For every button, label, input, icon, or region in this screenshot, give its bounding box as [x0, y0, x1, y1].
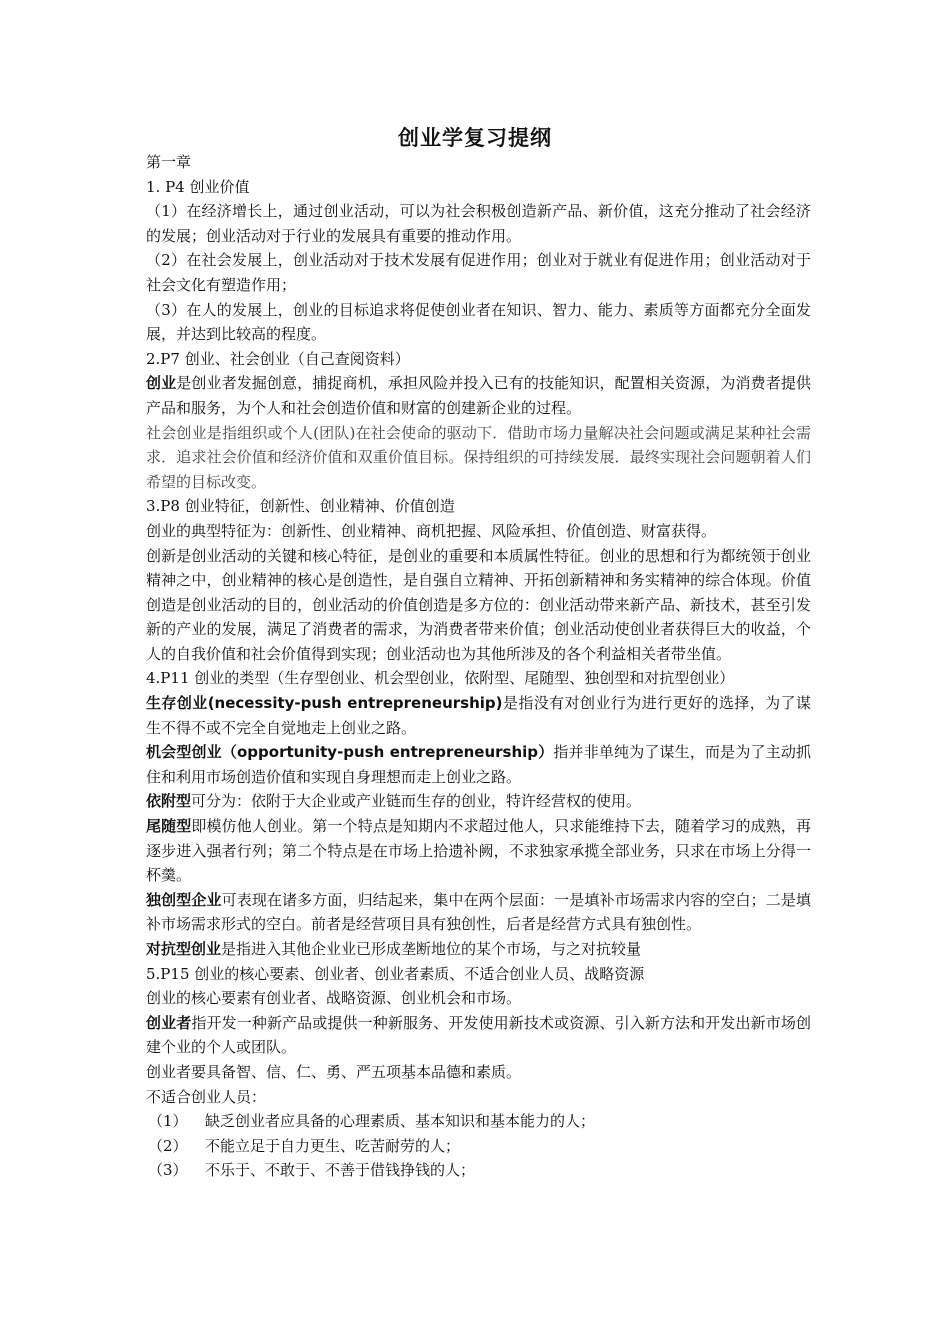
list-item-number: （2）	[148, 1136, 188, 1155]
term: 依附型	[146, 792, 192, 811]
term: 机会型创业（opportunity-push entrepreneurship）	[146, 743, 554, 762]
list-item-text: 不乐于、不敢于、不善于借钱挣钱的人；	[205, 1161, 476, 1180]
term: 创业	[146, 374, 177, 393]
section-4-heading: 4.P11 创业的类型（生存型创业、机会型创业，依附型、尾随型、独创型和对抗型创业）	[146, 669, 735, 688]
definition: 是指进入其他企业业已形成垄断地位的某个市场，与之对抗较量	[221, 940, 642, 958]
term: 对抗型创业	[146, 940, 222, 958]
section-1-heading: 1. P4 创业价值	[146, 177, 250, 196]
definition: 即模仿他人创业。第一个特点是知期内不求超过他人，只求能维持下去，随着学习的成熟，再逐步进入强者行列；第二个特点是在市场上拾遗补阙，不求独家承揽全部业务，只求在市场上分得一杯羹。	[146, 817, 811, 885]
definition-paragraph	[146, 740, 811, 789]
term: 尾随型	[146, 817, 192, 836]
definition: 可表现在诸多方面，归结起来，集中在两个层面：一是填补市场需求内容的空白；二是填补市场需求形式的空白。前者是经营项目具有独创性，后者是经营方式具有独创性。	[146, 890, 811, 934]
paragraph: （3）在人的发展上，创业的目标追求将促使创业者在知识、智力、能力、素质等方面都充分全面发展，并达到比较高的程度。	[146, 300, 811, 344]
paragraph: 社会创业是指组织或个人(团队)在社会使命的驱动下．借助市场力量解决社会问题或满足某种社会需求．追求社会价值和经济价值和双重价值目标。保持组织的可持续发展．最终实现社会问题朝着人们希望的目标改变。	[146, 423, 811, 491]
list-item	[146, 1134, 811, 1159]
list-item-number: （3）	[148, 1161, 188, 1180]
list-item	[146, 1109, 811, 1134]
paragraph: （2）在社会发展上，创业活动对于技术发展有促进作用；创业对于就业有促进作用；创业活动对于社会文化有塑造作用；	[146, 251, 811, 294]
definition-paragraph	[146, 1011, 811, 1060]
term: 生存创业(necessity-push entrepreneurship)	[146, 694, 503, 713]
definition: 指开发一种新产品或提供一种新服务、开发使用新技术或资源、引入新方法和开发出新市场创建个业的个人或团队。	[146, 1013, 811, 1057]
section-5-heading: 5.P15 创业的核心要素、创业者、创业者素质、不适合创业人员、战略资源	[146, 964, 645, 983]
definition-paragraph	[146, 371, 811, 420]
definition: 是创业者发掘创意，捕捉商机，承担风险并投入已有的技能知识，配置相关资源，为消费者提供产品和服务，为个人和社会创造价值和财富的创建新企业的过程。	[146, 374, 811, 417]
definition-paragraph	[146, 814, 811, 888]
paragraph: 创业的核心要素有创业者、战略资源、创业机会和市场。	[146, 989, 522, 1008]
definition: 可分为：依附于大企业或产业链而生存的创业，特许经营权的使用。	[191, 792, 642, 811]
list-item-text: 不能立足于自力更生、吃苦耐劳的人；	[205, 1136, 461, 1155]
definition-paragraph	[146, 691, 811, 740]
definition-paragraph	[146, 937, 811, 962]
list-item-text: 缺乏创业者应具备的心理素质、基本知识和基本能力的人；	[205, 1112, 596, 1131]
term: 独创型企业	[146, 890, 222, 909]
definition: 指并非单纯为了谋生，而是为了主动抓住和利用市场创造价值和实现自身理想而走上创业之路。	[146, 743, 811, 786]
paragraph: 创新是创业活动的关键和核心特征，是创业的重要和本质属性特征。创业的思想和行为都统领于创业精神之中，创业精神的核心是创造性，是自强自立精神、开拓创新精神和务实精神的综合体现。价值创造是创业活动的目的，创业活动的价值创造是多方位的：创业活动带来新产品、新技术，甚至引发新的产业的发展，满足了消费者的需求，为消费者带来价值；创业活动使创业者获得巨大的收益，个人的自我价值和社会价值得到实现；创业活动也为其他所涉及的各个利益相关者带坐值。	[146, 546, 811, 663]
document-title: 创业学复习提纲	[398, 126, 552, 150]
document-body	[146, 150, 811, 1183]
definition: 是指没有对创业行为进行更好的选择，为了谋生不得不或不完全自觉地走上创业之路。	[146, 694, 811, 737]
list-item	[146, 1158, 811, 1183]
paragraph: 创业者要具备智、信、仁、勇、严五项基本品德和素质。	[146, 1062, 522, 1081]
paragraph: 不适合创业人员：	[146, 1087, 267, 1106]
chapter-heading: 第一章	[146, 153, 192, 171]
list-item-number: （1）	[148, 1112, 188, 1131]
definition-paragraph	[146, 888, 811, 937]
section-3-heading: 3.P8 创业特征，创新性、创业精神、价值创造	[146, 497, 455, 516]
definition-paragraph	[146, 789, 811, 814]
term: 创业者	[146, 1013, 192, 1032]
paragraph: （1）在经济增长上，通过创业活动，可以为社会积极创造新产品、新价值，这充分推动了社会经济的发展；创业活动对于行业的发展具有重要的推动作用。	[146, 202, 811, 245]
paragraph: 创业的典型特征为：创新性、创业精神、商机把握、风险承担、价值创造、财富获得。	[146, 521, 717, 540]
section-2-heading: 2.P7 创业、社会创业（自己查阅资料）	[146, 349, 410, 368]
